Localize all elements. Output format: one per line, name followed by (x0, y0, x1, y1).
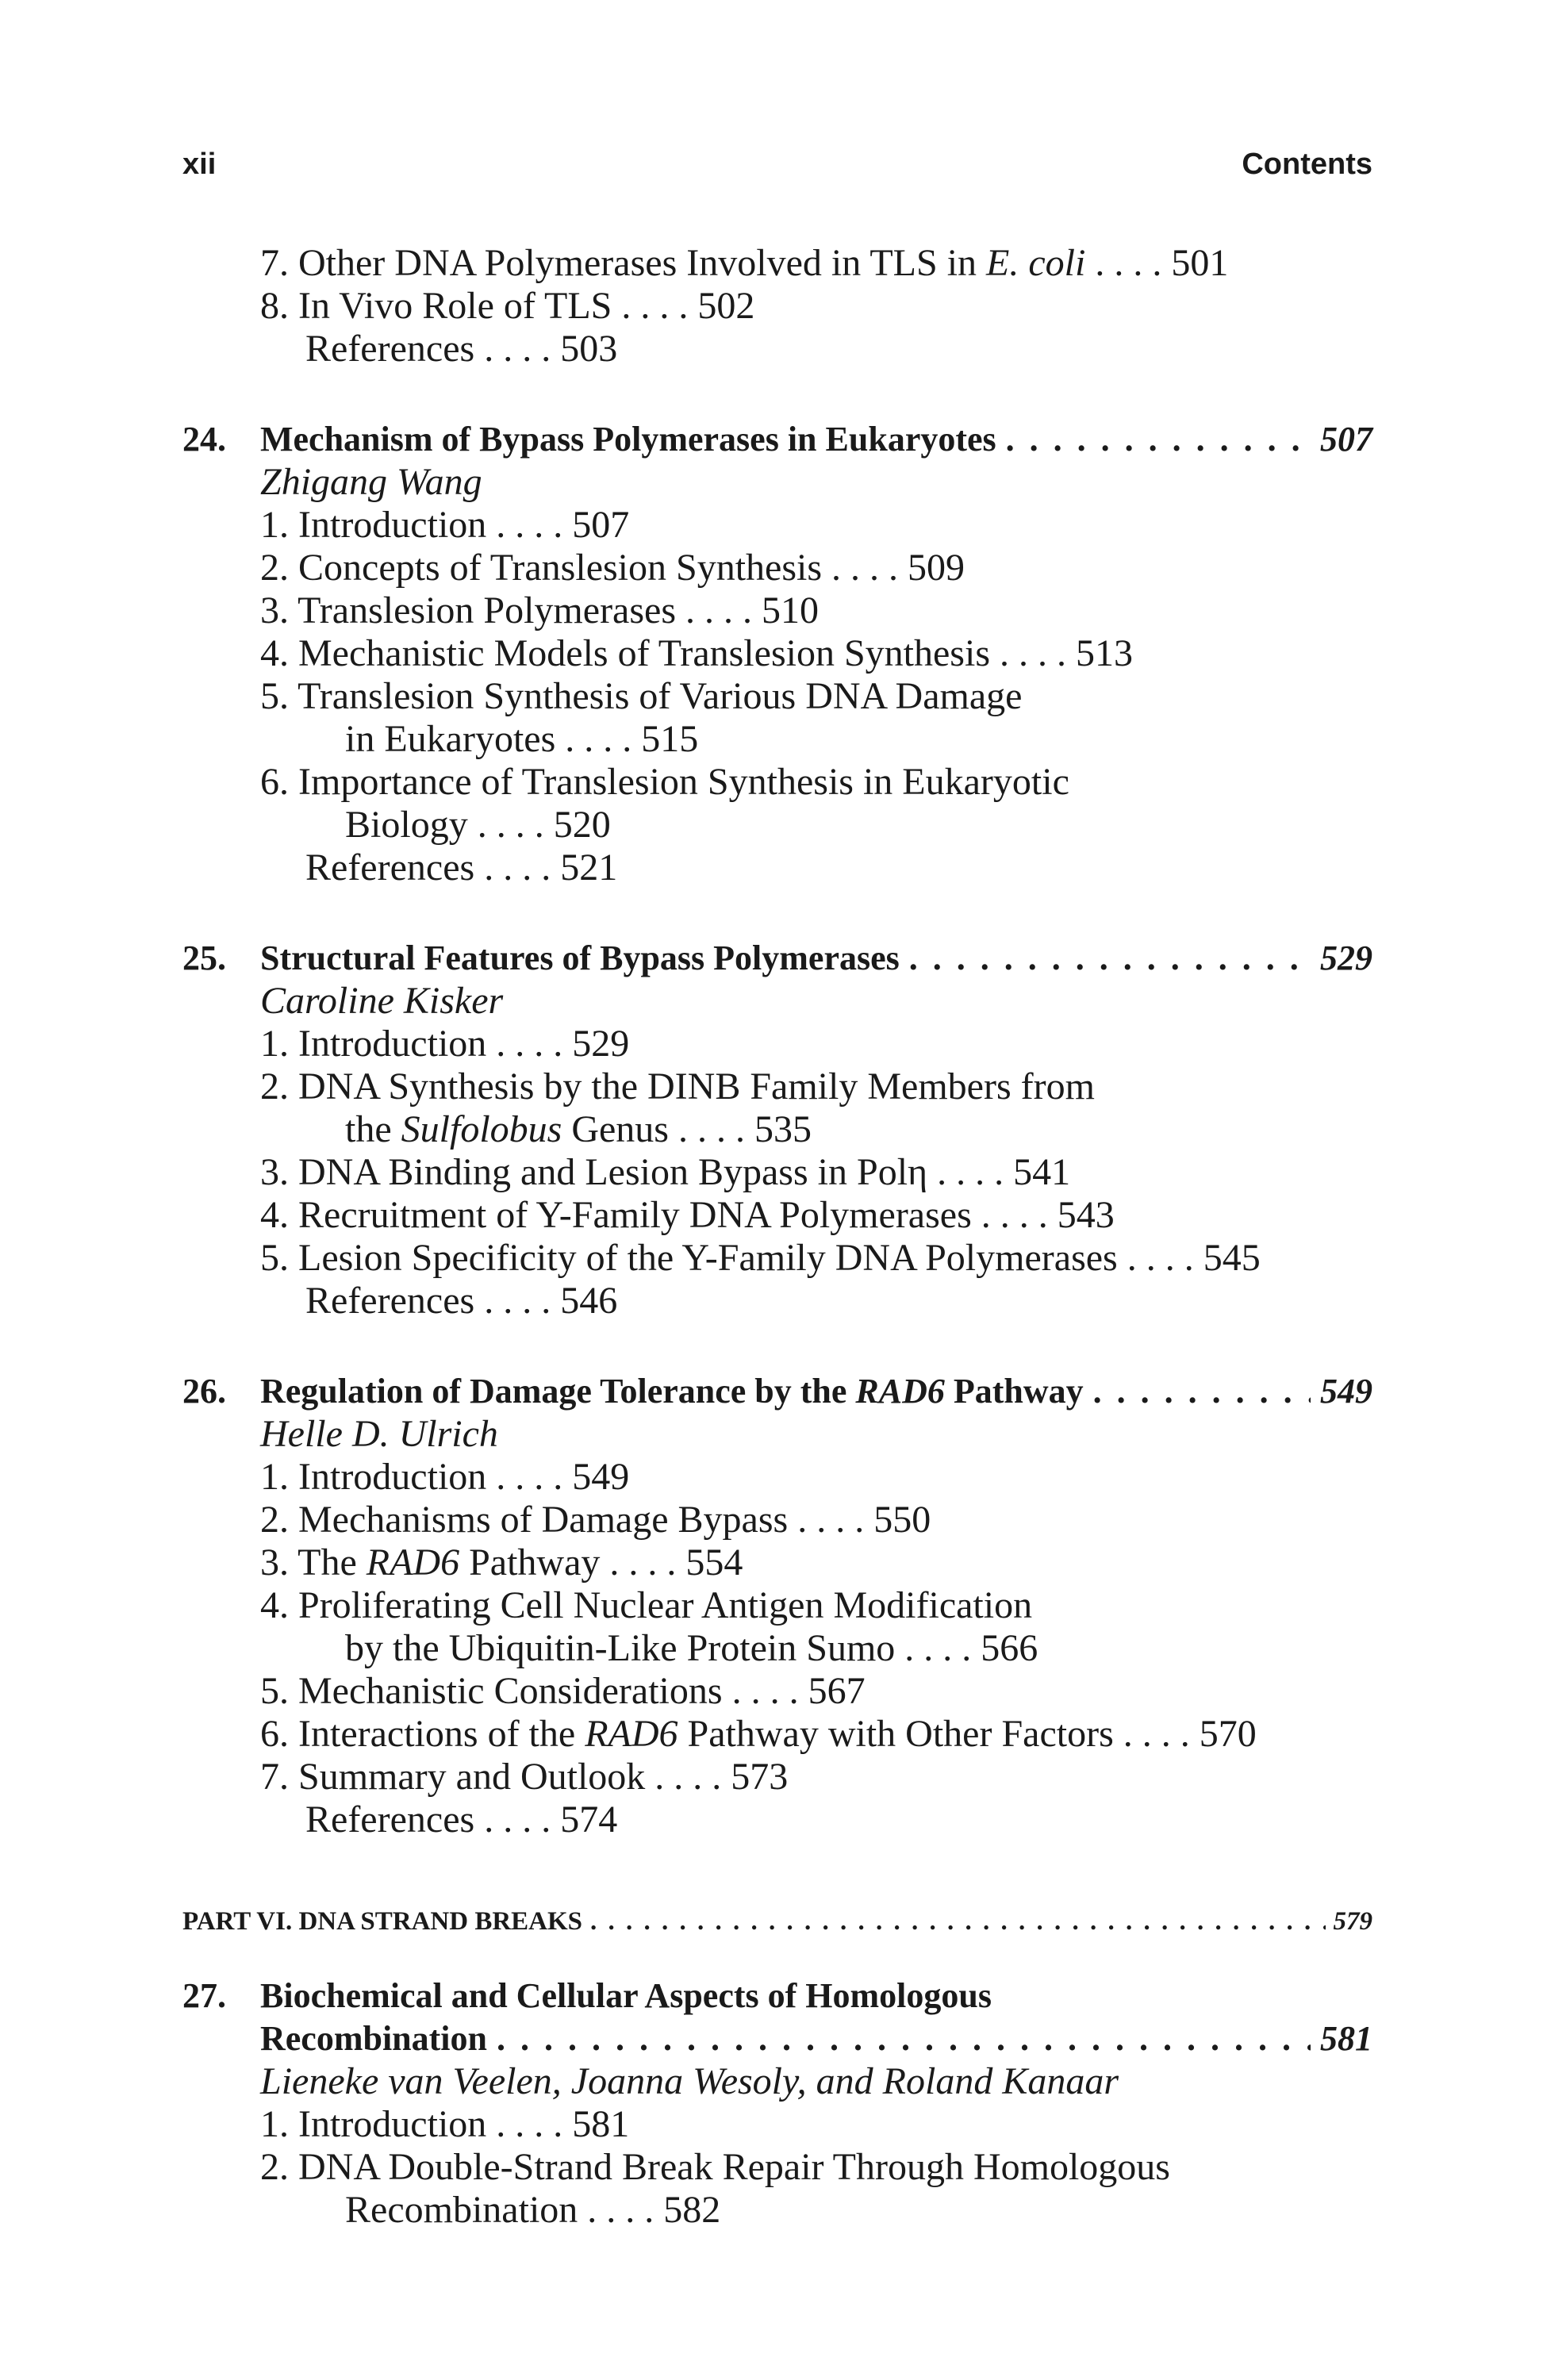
toc-entry-continued[interactable]: in Eukaryotes . . . . 515 (345, 718, 699, 760)
toc-entry[interactable]: 7. Other DNA Polymerases Involved in TLS in E. coli . . . . 501 (260, 242, 1229, 284)
toc-entry[interactable]: 8. In Vivo Role of TLS . . . . 502 (260, 285, 755, 327)
toc-entry[interactable]: 4. Mechanistic Models of Translesion Synthesis . . . . 513 (260, 632, 1133, 674)
chapter-page-number: 507 (1320, 420, 1372, 459)
toc-entry[interactable]: 3. Translesion Polymerases . . . . 510 (260, 589, 820, 631)
toc-entry[interactable]: 5. Lesion Specificity of the Y-Family DNA Polymerases . . . . 545 (260, 1237, 1261, 1279)
toc-entry[interactable]: 4. Recruitment of Y-Family DNA Polymerases . . . . 543 (260, 1194, 1115, 1236)
toc-entry-continued[interactable]: by the Ubiquitin-Like Protein Sumo . . . . 566 (345, 1627, 1038, 1669)
toc-entry[interactable]: 1. Introduction . . . . 507 (260, 504, 630, 546)
toc-entry[interactable]: 1. Introduction . . . . 549 (260, 1456, 630, 1498)
toc-page-number: 503 (560, 328, 618, 370)
toc-entry-continued[interactable]: Biology . . . . 520 (345, 804, 611, 846)
toc-entry[interactable]: 3. The RAD6 Pathway . . . . 554 (260, 1541, 743, 1583)
chapter-page-number: 581 (1320, 2019, 1372, 2058)
toc-entry[interactable]: 2. DNA Double-Strand Break Repair Through Homologous (260, 2146, 1170, 2188)
chapter-author: Helle D. Ulrich (260, 1413, 498, 1455)
chapter-page-number: 549 (1320, 1372, 1372, 1411)
toc-entry[interactable]: 5. Mechanistic Considerations . . . . 567 (260, 1670, 866, 1712)
chapter-author: Caroline Kisker (260, 980, 504, 1022)
toc-entry[interactable]: 1. Introduction . . . . 529 (260, 1023, 630, 1065)
chapter-heading[interactable]: 26. Regulation of Damage Tolerance by the RAD6 Pathway . . . 549 (182, 1370, 1372, 1413)
chapter-heading[interactable]: 24. Mechanism of Bypass Polymerases in Eukaryotes . . . 507 (182, 418, 1372, 461)
toc-entry[interactable]: 7. Summary and Outlook . . . . 573 (260, 1756, 789, 1798)
running-title: Contents (1242, 148, 1372, 181)
running-header (182, 148, 1372, 187)
chapter-page-number: 529 (1320, 939, 1372, 977)
toc-entry[interactable]: 3. DNA Binding and Lesion Bypass in Polη . . . . 541 (260, 1151, 1071, 1193)
toc-entry[interactable]: 2. Mechanisms of Damage Bypass . . . . 550 (260, 1499, 931, 1541)
chapter-author: Zhigang Wang (260, 461, 482, 503)
toc-page-number: 502 (697, 285, 755, 327)
toc-references[interactable]: References . . . . 574 (305, 1798, 618, 1841)
toc-entry[interactable]: 2. DNA Synthesis by the DINB Family Members from (260, 1065, 1095, 1107)
toc-entry[interactable]: 2. Concepts of Translesion Synthesis . . . . 509 (260, 547, 965, 589)
toc-references[interactable]: References . . . . 521 (305, 846, 618, 889)
toc-page-number: 501 (1171, 242, 1229, 284)
chapter-heading[interactable]: 27. Biochemical and Cellular Aspects of Homologous Recombination . . . 581 (182, 1975, 1372, 2060)
toc-entry[interactable]: 1. Introduction . . . . 581 (260, 2103, 630, 2145)
toc-entry-continued[interactable]: the Sulfolobus Genus . . . . 535 (345, 1108, 812, 1150)
part-heading[interactable]: PART VI. DNA STRAND BREAKS . . . 579 (182, 1900, 1372, 1943)
toc-entry[interactable]: 4. Proliferating Cell Nuclear Antigen Modification (260, 1584, 1033, 1626)
toc-entry-continued[interactable]: Recombination . . . . 582 (345, 2189, 721, 2231)
toc-entry[interactable]: 6. Importance of Translesion Synthesis in Eukaryotic (260, 761, 1069, 803)
chapter-author: Lieneke van Veelen, Joanna Wesoly, and Roland Kanaar (260, 2060, 1119, 2102)
page-number: xii (182, 148, 217, 181)
part-page-number: 579 (1333, 1907, 1372, 1936)
toc-references[interactable]: References . . . . 546 (305, 1280, 618, 1322)
chapter-heading[interactable]: 25. Structural Features of Bypass Polymerases . . . 529 (182, 937, 1372, 980)
toc-entry[interactable]: 5. Translesion Synthesis of Various DNA Damage (260, 675, 1023, 717)
toc-references[interactable]: References . . . . 503 (305, 328, 618, 370)
toc-entry[interactable]: 6. Interactions of the RAD6 Pathway with Other Factors . . . . 570 (260, 1713, 1257, 1755)
table-of-contents (182, 242, 1372, 2232)
